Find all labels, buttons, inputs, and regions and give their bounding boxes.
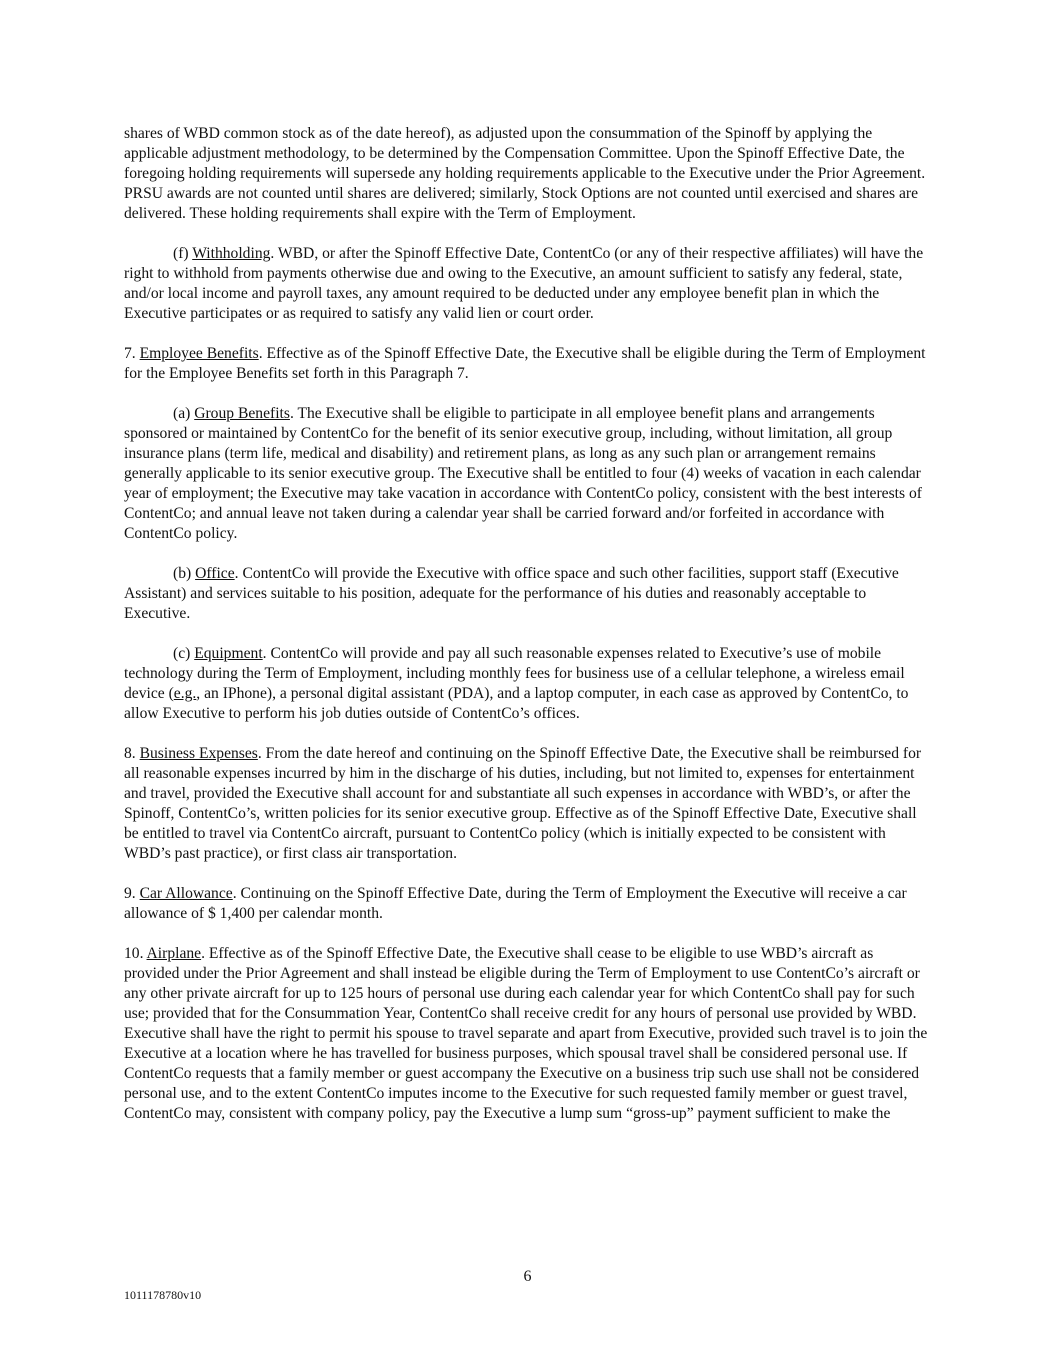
heading-equipment: Equipment — [194, 645, 263, 662]
page-number: 6 — [523, 1268, 532, 1285]
heading-withholding: Withholding — [192, 245, 271, 262]
paragraph-7a-group-benefits: (a) Group Benefits. The Executive shall be eligible to participate in all employee benefit plans and arrangements sponsored or maintained by ContentCo for the benefit of its senior executive group, including, without limitation, all group insurance plans (term life, medical and disability) and retirement plans, as long as any such plan or arrangement remains generally applicable to its senior executive group. The Executive shall be entitled to four (4) weeks of vacation in each calendar year of employment; the Executive may take vacation in accordance with ContentCo policy, consistent with the best interests of ContentCo; and annual leave not taken during a calendar year shall be carried forward and/or forfeited in accordance with ContentCo policy. — [124, 405, 922, 542]
paragraph-9-car-allowance: 9. Car Allowance. Continuing on the Spinoff Effective Date, during the Term of Employment the Executive will receive a car allowance of $ 1,400 per calendar month. — [124, 885, 907, 922]
heading-business-expenses: Business Expenses — [139, 745, 258, 762]
paragraph-7-employee-benefits: 7. Employee Benefits. Effective as of the Spinoff Effective Date, the Executive shall be eligible during the Term of Employment for the Employee Benefits set forth in this Paragraph 7. — [124, 345, 926, 382]
paragraph-holding-requirements-continued: shares of WBD common stock as of the date hereof), as adjusted upon the consummation of the Spinoff by applying the applicable adjustment methodology, to be determined by the Compensation Committee. Upon the Spinoff Effective Date, the foregoing holding requirements will supersede any holding requirements applicable to the Executive under the Prior Agreement. PRSU awards are not counted until shares are delivered; similarly, Stock Options are not counted until exercised and shares are delivered. These holding requirements shall expire with the Term of Employment. — [124, 125, 926, 222]
paragraph-7c-equipment: (c) Equipment. ContentCo will provide and pay all such reasonable expenses related to Executive’s use of mobile technology during the Term of Employment, including monthly fees for business use of a cellular telephone, a wireless email device (e.g., an IPhone), a personal digital assistant (PDA), and a laptop computer, in each case as approved by ContentCo, to allow Executive to perform his job duties outside of ContentCo’s offices. — [124, 645, 909, 722]
heading-airplane: Airplane — [146, 945, 202, 962]
heading-group-benefits: Group Benefits — [194, 405, 290, 422]
heading-employee-benefits: Employee Benefits — [139, 345, 259, 362]
paragraph-7b-office: (b) Office. ContentCo will provide the Executive with office space and such other facilities, support staff (Executive Assistant) and services suitable to his position, adequate for the performance of his duties and reasonably acceptable to Executive. — [124, 565, 899, 622]
document-body — [124, 124, 932, 1144]
heading-car-allowance: Car Allowance — [139, 885, 233, 902]
paragraph-8-business-expenses: 8. Business Expenses. From the date hereof and continuing on the Spinoff Effective Date, the Executive shall be reimbursed for all reasonable expenses incurred by him in the discharge of his duties, including, but not limited to, expenses for entertainment and travel, provided the Executive shall account for and substantiate all such expenses in accordance with WBD’s, or after the Spinoff, ContentCo’s, written policies for its senior executive group. Effective as of the Spinoff Effective Date, Executive shall be entitled to travel via ContentCo aircraft, pursuant to ContentCo policy (which is initially expected to be consistent with WBD’s past practice), or first class air transportation. — [124, 745, 922, 862]
document-id: 1011178780v10 — [124, 1288, 202, 1302]
paragraph-6f-withholding: (f) Withholding. WBD, or after the Spinoff Effective Date, ContentCo (or any of their respective affiliates) will have the right to withhold from payments otherwise due and owing to the Executive, an amount sufficient to satisfy any federal, state, and/or local income and payroll taxes, any amount required to be deducted under any employee benefit plan in which the Executive participates or as required to satisfy any valid lien or court order. — [124, 245, 924, 322]
paragraph-10-airplane: 10. Airplane. Effective as of the Spinoff Effective Date, the Executive shall cease to be eligible to use WBD’s aircraft as provided under the Prior Agreement and shall instead be eligible during the Term of Employment to use ContentCo’s aircraft or any other private aircraft for up to 125 hours of personal use during each calendar year for which ContentCo shall pay for such use; provided that for the Consummation Year, ContentCo shall receive credit for any hours of personal use provided by WBD. Executive shall have the right to permit his spouse to travel separate and apart from Executive, provided such travel is to join the Executive at a location where he has travelled for business purposes, which spousal travel shall be considered personal use. If ContentCo requests that a family member or guest accompany the Executive on a business trip such use shall not be considered personal use, and to the extent ContentCo imputes income to the Executive for such requested family member or guest travel, ContentCo may, consistent with company policy, pay the Executive a lump sum “gross-up” payment sufficient to make the — [124, 945, 928, 1122]
eg-abbreviation: e.g. — [173, 685, 197, 702]
heading-office: Office — [195, 565, 235, 582]
